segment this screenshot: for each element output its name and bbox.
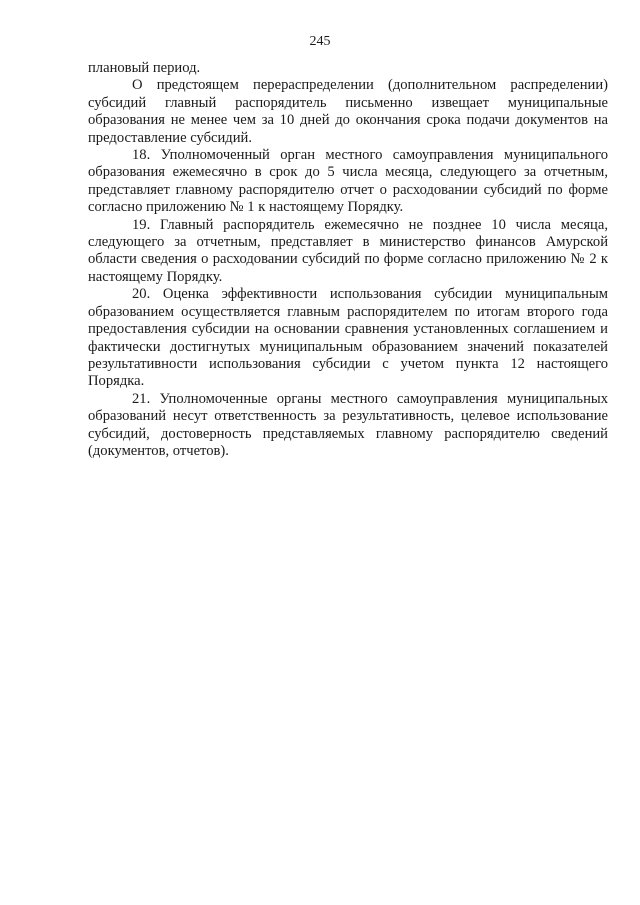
paragraph-redistribution: О предстоящем перераспределении (дополнительном распределении) субсидий главный распорядитель письменно извещает муниципальные образования не менее чем за 10 дней до окончания срока подачи документов на предоставление субсидий. bbox=[88, 77, 608, 146]
paragraph-item-21: 21. Уполномоченные органы местного самоуправления муниципальных образований несут ответственность за результативность, целевое использование субсидий, достоверность представляемых главному распорядителю сведений (документов, отчетов). bbox=[88, 390, 608, 459]
paragraph-item-18: 18. Уполномоченный орган местного самоуправления муниципального образования ежемесячно в срок до 5 числа месяца, следующего за отчетным, представляет главному распорядителю отчет о расходовании субсидий по форме согласно приложению № 1 к настоящему Порядку. bbox=[88, 147, 608, 216]
document-body bbox=[88, 60, 608, 460]
page-number: 245 bbox=[309, 34, 331, 49]
paragraph-item-20: 20. Оценка эффективности использования субсидии муниципальным образованием осуществляется главным распорядителем по итогам второго года предоставления субсидии на основании сравнения установленных соглашением и фактически достигнутых муниципальным образованием значений показателей результативности использования субсидии с учетом пункта 12 настоящего Порядка. bbox=[88, 286, 608, 390]
paragraph-continuation: плановый период. bbox=[88, 60, 201, 76]
paragraph-item-19: 19. Главный распорядитель ежемесячно не позднее 10 числа месяца, следующего за отчетным, представляет в министерство финансов Амурской области сведения о расходовании субсидий по форме согласно приложению № 2 к настоящему Порядку. bbox=[88, 216, 608, 285]
